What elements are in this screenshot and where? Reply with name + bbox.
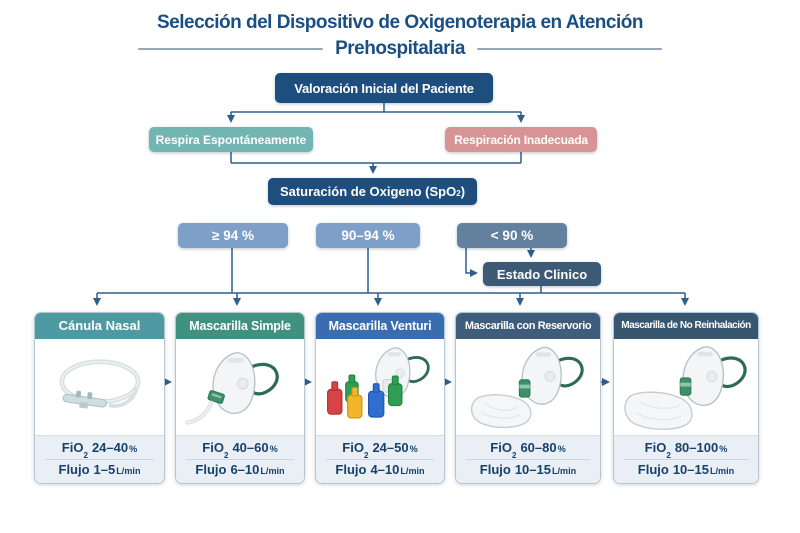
card-title: Mascarilla con Reservorio — [456, 313, 600, 339]
reservoir-mask-icon — [460, 341, 596, 433]
node-initial-assessment: Valoración Inicial del Paciente — [275, 73, 493, 103]
flujo-unit: L/min — [116, 466, 141, 476]
flujo-label: Flujo — [58, 462, 90, 477]
page-subtitle: Prehospitalaria — [335, 38, 465, 59]
fio2-value: 40–60 — [232, 440, 269, 455]
fio2-label: FiO$_2$ — [202, 440, 229, 460]
simple-mask-icon — [180, 341, 300, 433]
card-title: Mascarilla Simple — [176, 313, 304, 339]
device-card-nasal-cannula — [34, 312, 165, 484]
fio2-unit: % — [409, 444, 418, 454]
fio2-unit: % — [557, 444, 566, 454]
fio2-row — [35, 438, 164, 459]
fio2-unit: % — [129, 444, 138, 454]
flujo-label: Flujo — [335, 462, 367, 477]
device-card-simple-mask — [175, 312, 305, 484]
card-title: Mascarilla Venturi — [316, 313, 444, 339]
flujo-row — [614, 460, 758, 481]
flujo-row — [176, 460, 304, 481]
card-title: Mascarilla de No Reinhalación — [614, 313, 758, 339]
fio2-row — [614, 438, 758, 459]
card-illustration — [456, 339, 600, 435]
flujo-row — [316, 460, 444, 481]
node-breathing-spontaneous: Respira Espontáneamente — [149, 127, 313, 152]
fio2-label: FiO$_2$ — [342, 440, 369, 460]
flujo-value: 10–15 — [672, 462, 709, 477]
flujo-row — [456, 460, 600, 481]
fio2-value: 60–80 — [520, 440, 557, 455]
card-specs — [176, 435, 304, 483]
device-card-non-rebreather-mask — [613, 312, 759, 484]
node-oxygen-saturation: Saturación de Oxigeno (SpO $_2$ ) — [268, 178, 477, 205]
non-rebreather-mask-icon — [618, 341, 754, 433]
card-illustration — [316, 339, 444, 435]
page-title: Selección del Dispositivo de Oxigenoterapia en Atención — [157, 12, 643, 33]
card-specs — [456, 435, 600, 483]
card-illustration — [176, 339, 304, 435]
flujo-row — [35, 460, 164, 481]
card-specs — [35, 435, 164, 483]
device-card-reservoir-mask — [455, 312, 601, 484]
fio2-row — [176, 438, 304, 459]
node-clinical-status: Estado Clinico — [483, 262, 601, 286]
flujo-value: 6–10 — [230, 462, 260, 477]
flujo-value: 10–15 — [514, 462, 551, 477]
flujo-label: Flujo — [195, 462, 227, 477]
device-card-venturi-mask — [315, 312, 445, 484]
card-illustration — [35, 339, 164, 435]
fio2-label: FiO$_2$ — [490, 440, 517, 460]
flujo-label: Flujo — [637, 462, 669, 477]
fio2-unit: % — [719, 444, 728, 454]
card-illustration — [614, 339, 758, 435]
flujo-value: 1–5 — [93, 462, 116, 477]
fio2-row — [456, 438, 600, 459]
card-specs — [614, 435, 758, 483]
node-spo2-lt90: < 90 % — [457, 223, 567, 248]
fio2-row — [316, 438, 444, 459]
fio2-value: 24–50 — [372, 440, 409, 455]
node-breathing-inadequate: Respiración Inadecuada — [445, 127, 597, 152]
nasal-cannula-icon — [40, 341, 160, 433]
venturi-mask-icon — [320, 341, 440, 433]
flujo-unit: L/min — [400, 466, 425, 476]
saturation-text: Saturación de Oxigeno (SpO — [279, 184, 457, 199]
flujo-unit: L/min — [551, 466, 577, 476]
flujo-value: 4–10 — [370, 462, 400, 477]
fio2-label: FiO$_2$ — [644, 440, 671, 460]
fio2-unit: % — [269, 444, 278, 454]
node-spo2-gte94: ≥ 94 % — [178, 223, 288, 248]
node-spo2-90-94: 90–94 % — [316, 223, 420, 248]
flujo-label: Flujo — [479, 462, 511, 477]
fio2-label: FiO$_2$ — [61, 440, 88, 460]
flujo-unit: L/min — [709, 466, 735, 476]
flujo-unit: L/min — [260, 466, 285, 476]
fio2-value: 24–40 — [91, 440, 129, 455]
card-specs — [316, 435, 444, 483]
fio2-value: 80–100 — [674, 440, 719, 455]
saturation-text-close: ) — [460, 184, 466, 199]
card-title: Cánula Nasal — [35, 313, 164, 339]
